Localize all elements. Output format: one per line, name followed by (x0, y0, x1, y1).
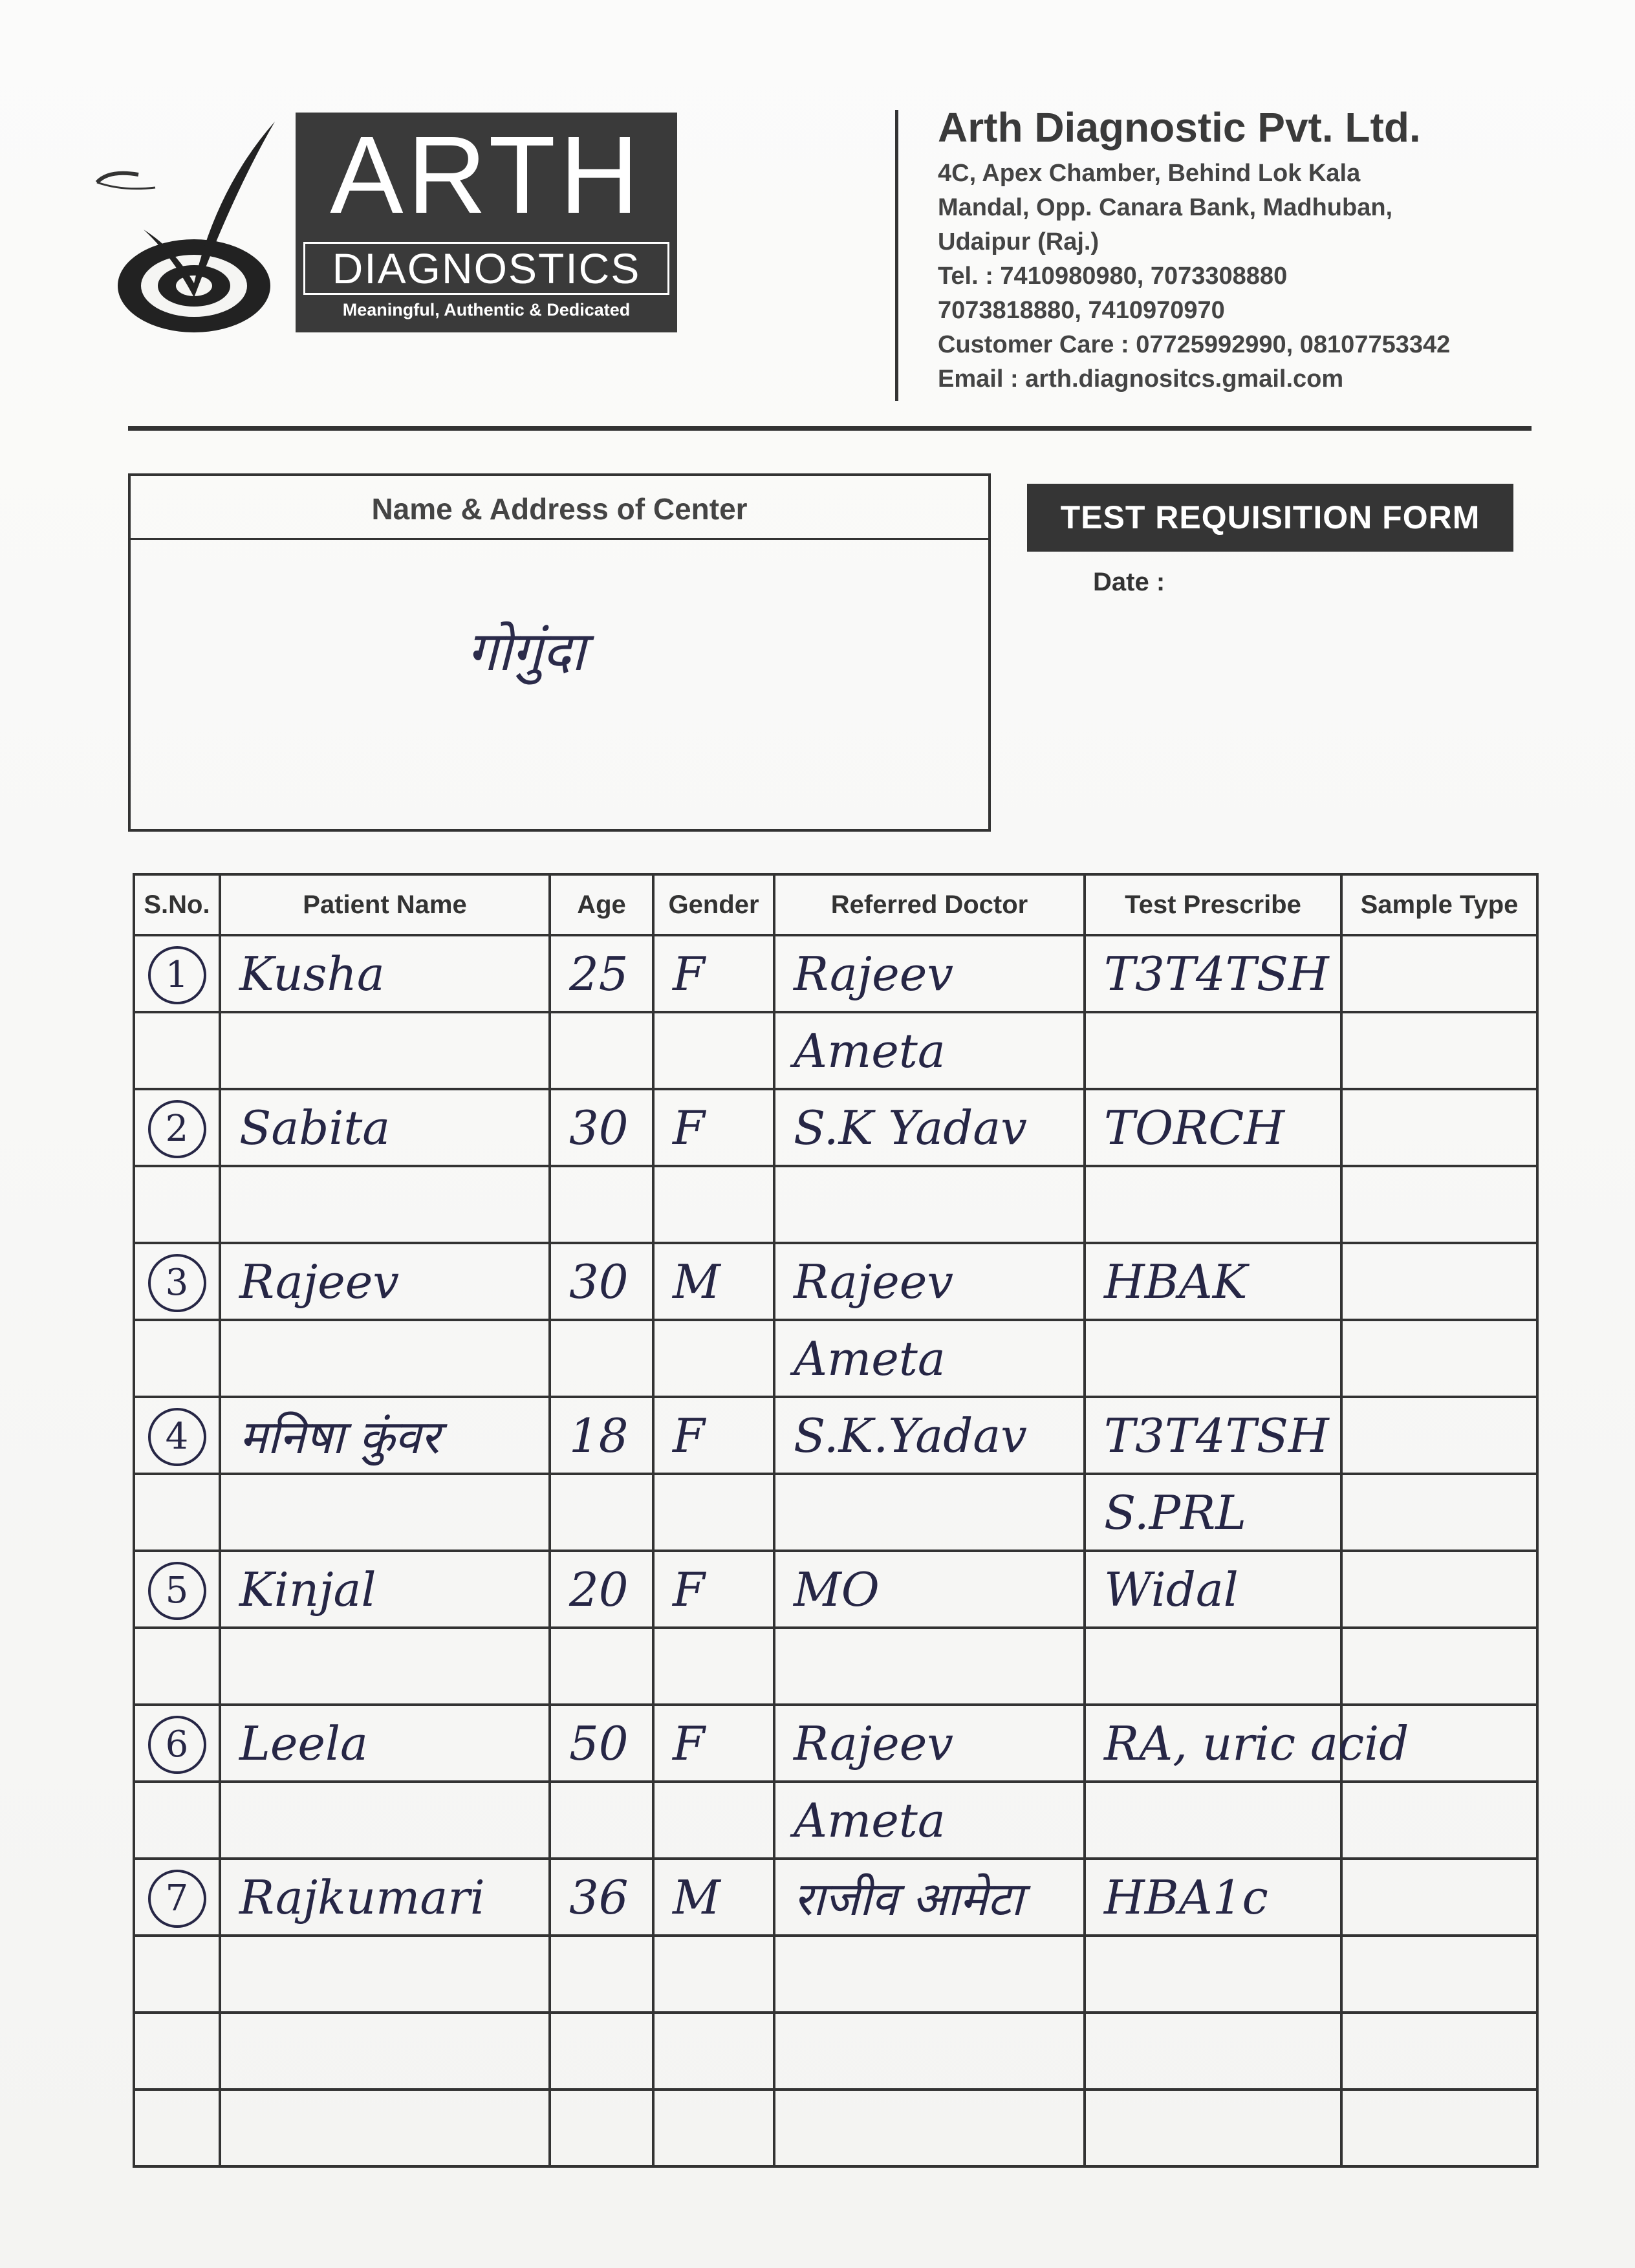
sample-type-cell (1341, 1243, 1537, 1320)
gender-cell (653, 1166, 774, 1243)
patient-name-cell (220, 1474, 550, 1551)
table-row (134, 1166, 1537, 1243)
column-header: Patient Name (220, 874, 550, 935)
sample-type-cell (1341, 1474, 1537, 1551)
header-rule (128, 426, 1532, 431)
column-header: Age (550, 874, 653, 935)
serial-number-cell (134, 1012, 220, 1089)
serial-number-circle: 3 (148, 1254, 206, 1312)
serial-number-cell (134, 1474, 220, 1551)
patient-name-cell (220, 1166, 550, 1243)
age-cell: 30 (550, 1089, 653, 1166)
company-name: Arth Diagnostic Pvt. Ltd. (938, 104, 1421, 151)
gender-cell (653, 1320, 774, 1397)
column-header: Gender (653, 874, 774, 935)
test-prescribe-cell: T3T4TSH (1085, 935, 1341, 1012)
age-cell: 25 (550, 935, 653, 1012)
serial-number-cell (134, 1397, 220, 1474)
referred-doctor-cell: MO (774, 1551, 1085, 1628)
sample-type-cell (1341, 1166, 1537, 1243)
table-row (134, 1859, 1537, 1936)
gender-cell (653, 2013, 774, 2090)
patient-name-cell (220, 2090, 550, 2166)
serial-number-cell (134, 2013, 220, 2090)
serial-number-cell (134, 1166, 220, 1243)
serial-number-cell (134, 2090, 220, 2166)
serial-number-cell (134, 935, 220, 1012)
serial-number-cell (134, 1936, 220, 2013)
gender-cell (653, 1628, 774, 1705)
center-handwritten-name: गोगुंदा (467, 620, 585, 683)
table-row (134, 1474, 1537, 1551)
sample-type-cell (1341, 1628, 1537, 1705)
serial-number-circle: 2 (148, 1100, 206, 1158)
serial-number-cell (134, 1320, 220, 1397)
company-customer-care: Customer Care : 07725992990, 08107753342 (938, 331, 1451, 358)
patient-name-cell: Leela (220, 1705, 550, 1782)
table-row (134, 2090, 1537, 2166)
patient-name-cell: Rajeev (220, 1243, 550, 1320)
table-row (134, 1551, 1537, 1628)
test-prescribe-cell (1085, 1782, 1341, 1859)
referred-doctor-cell: Rajeev (774, 1705, 1085, 1782)
serial-number-circle: 6 (148, 1716, 206, 1774)
table-row (134, 1628, 1537, 1705)
gender-cell (653, 1474, 774, 1551)
referred-doctor-cell: Ameta (774, 1012, 1085, 1089)
gender-cell (653, 1936, 774, 2013)
age-cell: 20 (550, 1551, 653, 1628)
age-cell (550, 1628, 653, 1705)
logo-subbrand: DIAGNOSTICS (303, 242, 669, 295)
header-divider (895, 110, 898, 401)
patient-name-cell (220, 1936, 550, 2013)
age-cell (550, 1782, 653, 1859)
table-row (134, 1089, 1537, 1166)
gender-cell: F (653, 1089, 774, 1166)
patient-name-cell (220, 1628, 550, 1705)
serial-number-circle: 1 (148, 946, 206, 1004)
test-prescribe-cell (1085, 1936, 1341, 2013)
patient-name-cell: Rajkumari (220, 1859, 550, 1936)
age-cell: 18 (550, 1397, 653, 1474)
serial-number-circle: 5 (148, 1562, 206, 1620)
age-cell (550, 1012, 653, 1089)
company-phone-line: 7073818880, 7410970970 (938, 297, 1225, 324)
logo-tagline: Meaningful, Authentic & Dedicated (342, 300, 631, 319)
test-prescribe-cell: TORCH (1085, 1089, 1341, 1166)
sample-type-cell (1341, 2090, 1537, 2166)
serial-number-circle: 4 (148, 1408, 206, 1466)
referred-doctor-cell (774, 2013, 1085, 2090)
serial-number-cell (134, 1705, 220, 1782)
serial-number-cell (134, 1782, 220, 1859)
patient-name-cell (220, 1320, 550, 1397)
center-address-box (128, 473, 991, 832)
age-cell (550, 1936, 653, 2013)
table-row (134, 1936, 1537, 2013)
patient-name-cell: Sabita (220, 1089, 550, 1166)
target-check-icon (97, 110, 291, 343)
column-header: Test Prescribe (1085, 874, 1341, 935)
age-cell (550, 1474, 653, 1551)
patient-name-cell (220, 1782, 550, 1859)
test-prescribe-cell (1085, 1012, 1341, 1089)
company-address-line: Udaipur (Raj.) (938, 228, 1099, 255)
company-phone-line: Tel. : 7410980980, 7073308880 (938, 263, 1288, 290)
test-prescribe-cell: HBAK (1085, 1243, 1341, 1320)
sample-type-cell (1341, 935, 1537, 1012)
company-info (938, 98, 1585, 396)
sample-type-cell (1341, 1012, 1537, 1089)
table-row (134, 2013, 1537, 2090)
referred-doctor-cell: Ameta (774, 1320, 1085, 1397)
test-prescribe-cell (1085, 1320, 1341, 1397)
test-prescribe-cell: HBA1c (1085, 1859, 1341, 1936)
patient-table (133, 873, 1539, 2168)
referred-doctor-cell (774, 2090, 1085, 2166)
table-row (134, 1320, 1537, 1397)
table-row (134, 1705, 1537, 1782)
referred-doctor-cell: S.K Yadav (774, 1089, 1085, 1166)
age-cell (550, 1320, 653, 1397)
serial-number-cell (134, 1628, 220, 1705)
referred-doctor-cell: Rajeev (774, 935, 1085, 1012)
table-row (134, 1397, 1537, 1474)
gender-cell: F (653, 1705, 774, 1782)
serial-number-cell (134, 1089, 220, 1166)
gender-cell: F (653, 1551, 774, 1628)
sample-type-cell (1341, 1859, 1537, 1936)
age-cell: 50 (550, 1705, 653, 1782)
sample-type-cell (1341, 1089, 1537, 1166)
sample-type-cell (1341, 1936, 1537, 2013)
referred-doctor-cell: राजीव आमेटा (774, 1859, 1085, 1936)
referred-doctor-cell (774, 1628, 1085, 1705)
arth-logo (97, 110, 679, 343)
referred-doctor-cell: Rajeev (774, 1243, 1085, 1320)
gender-cell (653, 2090, 774, 2166)
age-cell (550, 2013, 653, 2090)
test-prescribe-cell: Widal (1085, 1551, 1341, 1628)
patient-name-cell: Kusha (220, 935, 550, 1012)
test-prescribe-cell (1085, 2090, 1341, 2166)
table-row (134, 1012, 1537, 1089)
sample-type-cell (1341, 1782, 1537, 1859)
age-cell: 30 (550, 1243, 653, 1320)
test-prescribe-cell (1085, 1628, 1341, 1705)
serial-number-cell (134, 1859, 220, 1936)
referred-doctor-cell (774, 1166, 1085, 1243)
center-heading: Name & Address of Center (131, 476, 988, 540)
referred-doctor-cell (774, 1936, 1085, 2013)
patient-name-cell: Kinjal (220, 1551, 550, 1628)
date-label: Date : (1093, 568, 1165, 596)
gender-cell: M (653, 1859, 774, 1936)
test-prescribe-cell (1085, 1166, 1341, 1243)
sample-type-cell (1341, 1320, 1537, 1397)
gender-cell (653, 1782, 774, 1859)
gender-cell: F (653, 1397, 774, 1474)
table-row (134, 1243, 1537, 1320)
serial-number-circle: 7 (148, 1870, 206, 1928)
age-cell (550, 1166, 653, 1243)
age-cell: 36 (550, 1859, 653, 1936)
referred-doctor-cell: S.K.Yadav (774, 1397, 1085, 1474)
form-title: TEST REQUISITION FORM (1027, 484, 1513, 552)
test-prescribe-cell: S.PRL (1085, 1474, 1341, 1551)
patient-name-cell: मनिषा कुंवर (220, 1397, 550, 1474)
patient-name-cell (220, 2013, 550, 2090)
referred-doctor-cell (774, 1474, 1085, 1551)
logo-wordmark (296, 113, 677, 332)
test-prescribe-cell (1085, 2013, 1341, 2090)
sample-type-cell (1341, 1551, 1537, 1628)
company-address-line: 4C, Apex Chamber, Behind Lok Kala (938, 160, 1361, 187)
referred-doctor-cell: Ameta (774, 1782, 1085, 1859)
table-row (134, 935, 1537, 1012)
company-address-line: Mandal, Opp. Canara Bank, Madhuban, (938, 194, 1393, 221)
column-header: Referred Doctor (774, 874, 1085, 935)
sample-type-cell (1341, 1397, 1537, 1474)
serial-number-cell (134, 1243, 220, 1320)
sample-type-cell (1341, 2013, 1537, 2090)
table-row (134, 1782, 1537, 1859)
serial-number-cell (134, 1551, 220, 1628)
column-header: S.No. (134, 874, 220, 935)
age-cell (550, 2090, 653, 2166)
gender-cell: F (653, 935, 774, 1012)
table-header-row (134, 874, 1537, 935)
gender-cell (653, 1012, 774, 1089)
test-prescribe-cell: T3T4TSH (1085, 1397, 1341, 1474)
logo-brand: ARTH (330, 114, 643, 237)
column-header: Sample Type (1341, 874, 1537, 935)
patient-name-cell (220, 1012, 550, 1089)
gender-cell: M (653, 1243, 774, 1320)
test-prescribe-cell: RA, uric acid (1085, 1705, 1341, 1782)
company-email: Email : arth.diagnositcs.gmail.com (938, 365, 1344, 393)
